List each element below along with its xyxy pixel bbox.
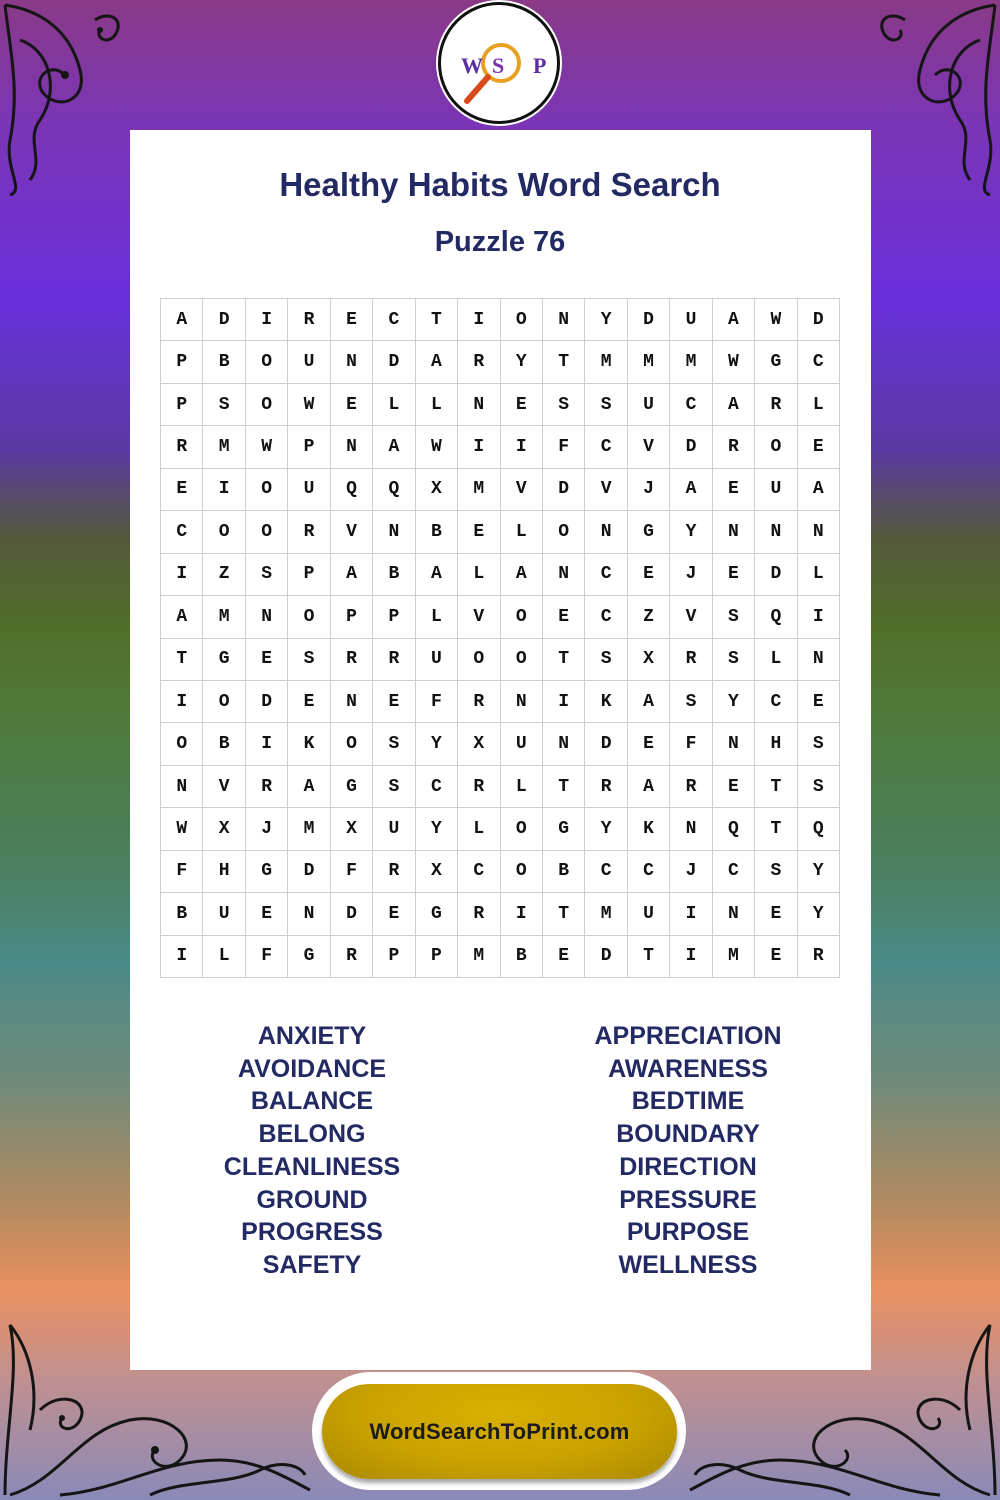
grid-cell[interactable]: N (543, 554, 585, 596)
grid-cell[interactable]: Q (755, 596, 797, 638)
grid-cell[interactable]: R (458, 681, 500, 723)
grid-cell[interactable]: P (331, 596, 373, 638)
grid-cell[interactable]: O (543, 511, 585, 553)
word-search-grid[interactable] (160, 298, 840, 978)
grid-cell[interactable]: F (331, 851, 373, 893)
word-list-item: PURPOSE (626, 1218, 750, 1247)
puzzle-number: Puzzle 76 (434, 226, 566, 258)
grid-cell[interactable]: E (798, 426, 840, 468)
grid-cell[interactable]: E (501, 384, 543, 426)
grid-cell[interactable]: K (628, 808, 670, 850)
grid-cell[interactable]: R (373, 851, 415, 893)
grid-cell[interactable]: L (458, 554, 500, 596)
grid-cell[interactable]: W (246, 426, 288, 468)
grid-cell[interactable]: M (585, 341, 627, 383)
word-list-item: APPRECIATION (594, 1022, 782, 1050)
grid-cell[interactable]: I (543, 681, 585, 723)
grid-cell[interactable]: V (203, 766, 245, 808)
grid-cell[interactable]: M (458, 469, 500, 511)
grid-cell[interactable]: U (628, 384, 670, 426)
footer-site-badge[interactable] (322, 1384, 677, 1479)
grid-cell[interactable]: G (543, 808, 585, 850)
grid-cell[interactable]: V (670, 596, 712, 638)
grid-cell[interactable]: C (713, 851, 755, 893)
grid-cell[interactable]: C (585, 596, 627, 638)
grid-cell[interactable]: M (288, 808, 330, 850)
grid-cell[interactable]: A (670, 469, 712, 511)
grid-cell[interactable]: M (670, 341, 712, 383)
grid-cell[interactable]: R (755, 384, 797, 426)
grid-cell[interactable]: F (416, 681, 458, 723)
grid-cell[interactable]: N (755, 511, 797, 553)
grid-cell[interactable]: E (458, 511, 500, 553)
grid-cell[interactable]: Y (416, 808, 458, 850)
grid-cell[interactable]: U (288, 341, 330, 383)
grid-cell[interactable]: B (543, 851, 585, 893)
word-list-item: BELONG (258, 1120, 366, 1149)
grid-cell[interactable]: S (798, 723, 840, 765)
grid-cell[interactable]: I (501, 426, 543, 468)
grid-cell[interactable]: A (798, 469, 840, 511)
grid-cell[interactable]: E (288, 681, 330, 723)
grid-cell[interactable]: N (246, 596, 288, 638)
grid-cell[interactable]: K (288, 723, 330, 765)
grid-cell[interactable]: N (373, 511, 415, 553)
grid-cell[interactable]: A (161, 299, 203, 341)
grid-cell[interactable]: I (501, 893, 543, 935)
grid-cell[interactable]: E (628, 554, 670, 596)
grid-cell[interactable]: M (585, 893, 627, 935)
word-list-item: PRESSURE (619, 1185, 757, 1214)
grid-cell[interactable]: V (331, 511, 373, 553)
logo-letter-p: P (533, 53, 547, 78)
grid-cell[interactable]: X (416, 851, 458, 893)
grid-cell[interactable]: D (585, 936, 627, 978)
grid-cell[interactable]: G (331, 766, 373, 808)
grid-cell[interactable]: N (798, 639, 840, 681)
grid-cell[interactable]: T (628, 936, 670, 978)
word-list-item: PROGRESS (241, 1218, 383, 1247)
grid-cell[interactable]: E (161, 469, 203, 511)
grid-cell[interactable]: N (670, 808, 712, 850)
grid-cell[interactable]: N (543, 723, 585, 765)
grid-cell[interactable]: T (543, 893, 585, 935)
grid-cell[interactable]: O (246, 511, 288, 553)
grid-cell[interactable]: U (628, 893, 670, 935)
grid-cell[interactable]: S (288, 639, 330, 681)
grid-cell[interactable]: X (628, 639, 670, 681)
grid-cell[interactable]: Y (416, 723, 458, 765)
grid-cell[interactable]: M (203, 426, 245, 468)
grid-cell[interactable]: E (331, 299, 373, 341)
grid-cell[interactable]: C (755, 681, 797, 723)
grid-cell[interactable]: P (161, 384, 203, 426)
grid-cell[interactable]: N (713, 511, 755, 553)
grid-cell[interactable]: Z (203, 554, 245, 596)
grid-cell[interactable]: M (203, 596, 245, 638)
grid-cell[interactable]: E (543, 936, 585, 978)
grid-cell[interactable]: U (373, 808, 415, 850)
site-logo[interactable] (438, 2, 560, 124)
grid-cell[interactable]: R (713, 426, 755, 468)
grid-cell[interactable]: J (246, 808, 288, 850)
grid-cell[interactable]: Z (628, 596, 670, 638)
grid-cell[interactable]: Y (713, 681, 755, 723)
grid-cell[interactable]: U (755, 469, 797, 511)
grid-cell[interactable]: I (161, 681, 203, 723)
grid-cell[interactable]: F (543, 426, 585, 468)
grid-cell[interactable]: N (458, 384, 500, 426)
grid-cell[interactable]: I (458, 299, 500, 341)
grid-cell[interactable]: J (670, 851, 712, 893)
grid-cell[interactable]: O (331, 723, 373, 765)
grid-cell[interactable]: D (373, 341, 415, 383)
grid-cell[interactable]: E (373, 681, 415, 723)
grid-cell[interactable]: F (246, 936, 288, 978)
grid-cell[interactable]: B (161, 893, 203, 935)
grid-cell[interactable]: M (713, 936, 755, 978)
grid-cell[interactable]: O (501, 639, 543, 681)
grid-cell[interactable]: G (203, 639, 245, 681)
grid-cell[interactable]: D (628, 299, 670, 341)
grid-cell[interactable]: Y (670, 511, 712, 553)
word-list-item: WELLNESS (618, 1250, 758, 1279)
grid-cell[interactable]: B (501, 936, 543, 978)
grid-cell[interactable]: B (416, 511, 458, 553)
grid-cell[interactable]: O (458, 639, 500, 681)
page-title: Healthy Habits Word Search (279, 166, 721, 203)
grid-cell[interactable]: Q (373, 469, 415, 511)
word-list-item: CLEANLINESS (223, 1152, 401, 1181)
grid-cell[interactable]: O (501, 808, 543, 850)
grid-cell[interactable]: G (755, 341, 797, 383)
grid-cell[interactable]: N (161, 766, 203, 808)
grid-cell[interactable]: U (501, 723, 543, 765)
grid-cell[interactable]: T (416, 299, 458, 341)
grid-cell[interactable]: S (203, 384, 245, 426)
grid-cell[interactable]: T (755, 766, 797, 808)
grid-cell[interactable]: O (246, 469, 288, 511)
grid-cell[interactable]: I (203, 469, 245, 511)
grid-cell[interactable]: X (416, 469, 458, 511)
grid-cell[interactable]: N (288, 893, 330, 935)
grid-cell[interactable]: E (628, 723, 670, 765)
grid-cell[interactable]: L (755, 639, 797, 681)
grid-cell[interactable]: D (331, 893, 373, 935)
grid-cell[interactable]: L (501, 511, 543, 553)
grid-cell[interactable]: D (755, 554, 797, 596)
grid-cell[interactable]: N (798, 511, 840, 553)
grid-cell[interactable]: P (288, 554, 330, 596)
grid-cell[interactable]: U (203, 893, 245, 935)
grid-cell[interactable]: N (331, 681, 373, 723)
grid-cell[interactable]: Y (798, 893, 840, 935)
grid-cell[interactable]: R (670, 766, 712, 808)
grid-cell[interactable]: G (288, 936, 330, 978)
grid-cell[interactable]: O (246, 384, 288, 426)
grid-cell[interactable]: P (373, 596, 415, 638)
grid-cell[interactable]: L (798, 554, 840, 596)
grid-cell[interactable]: G (416, 893, 458, 935)
grid-cell[interactable]: C (373, 299, 415, 341)
grid-cell[interactable]: R (288, 511, 330, 553)
word-list-item: GROUND (256, 1185, 368, 1214)
grid-cell[interactable]: O (203, 511, 245, 553)
grid-cell[interactable]: W (713, 341, 755, 383)
grid-cell[interactable]: X (458, 723, 500, 765)
grid-cell[interactable]: I (246, 723, 288, 765)
word-list-item: SAFETY (262, 1250, 362, 1279)
grid-cell[interactable]: S (585, 384, 627, 426)
grid-cell[interactable]: R (373, 639, 415, 681)
grid-cell[interactable]: D (585, 723, 627, 765)
grid-cell[interactable]: A (331, 554, 373, 596)
grid-cell[interactable]: C (585, 554, 627, 596)
grid-cell[interactable]: N (585, 511, 627, 553)
grid-cell[interactable]: E (755, 936, 797, 978)
grid-cell[interactable]: R (161, 426, 203, 468)
grid-cell[interactable]: L (416, 384, 458, 426)
grid-cell[interactable]: W (755, 299, 797, 341)
grid-cell[interactable]: S (755, 851, 797, 893)
grid-cell[interactable]: L (203, 936, 245, 978)
grid-cell[interactable]: P (288, 426, 330, 468)
grid-cell[interactable]: P (416, 936, 458, 978)
grid-cell[interactable]: R (458, 341, 500, 383)
grid-cell[interactable]: T (543, 639, 585, 681)
grid-cell[interactable]: E (713, 554, 755, 596)
grid-cell[interactable]: R (585, 766, 627, 808)
grid-cell[interactable]: J (670, 554, 712, 596)
grid-cell[interactable]: D (288, 851, 330, 893)
grid-cell[interactable]: A (416, 341, 458, 383)
grid-cell[interactable]: W (161, 808, 203, 850)
grid-cell[interactable]: O (161, 723, 203, 765)
grid-cell[interactable]: C (161, 511, 203, 553)
grid-cell[interactable]: I (670, 893, 712, 935)
grid-cell[interactable]: S (373, 766, 415, 808)
grid-cell[interactable]: R (458, 893, 500, 935)
grid-cell[interactable]: O (501, 851, 543, 893)
grid-cell[interactable]: I (246, 299, 288, 341)
grid-cell[interactable]: S (585, 639, 627, 681)
grid-cell[interactable]: O (288, 596, 330, 638)
grid-cell[interactable]: E (798, 681, 840, 723)
grid-cell[interactable]: R (246, 766, 288, 808)
grid-cell[interactable]: D (670, 426, 712, 468)
grid-cell[interactable]: S (670, 681, 712, 723)
grid-cell[interactable]: R (331, 936, 373, 978)
grid-cell[interactable]: L (416, 596, 458, 638)
grid-cell[interactable]: T (543, 341, 585, 383)
grid-cell[interactable]: S (798, 766, 840, 808)
grid-cell[interactable]: N (501, 681, 543, 723)
word-list-item: BEDTIME (631, 1087, 745, 1116)
grid-cell[interactable]: I (670, 936, 712, 978)
grid-cell[interactable]: Q (798, 808, 840, 850)
grid-cell[interactable]: O (203, 681, 245, 723)
grid-cell[interactable]: S (713, 596, 755, 638)
grid-cell[interactable]: O (246, 341, 288, 383)
grid-cell[interactable]: Y (798, 851, 840, 893)
grid-cell[interactable]: I (798, 596, 840, 638)
word-list-left (152, 1020, 472, 1282)
word-list-right (528, 1020, 848, 1282)
grid-cell[interactable]: A (713, 299, 755, 341)
grid-cell[interactable]: L (458, 808, 500, 850)
grid-cell[interactable]: R (798, 936, 840, 978)
grid-cell[interactable]: Q (713, 808, 755, 850)
grid-cell[interactable]: E (246, 893, 288, 935)
grid-cell[interactable]: R (458, 766, 500, 808)
grid-cell[interactable]: A (628, 766, 670, 808)
grid-cell[interactable]: P (373, 936, 415, 978)
grid-cell[interactable]: L (373, 384, 415, 426)
grid-cell[interactable]: I (161, 936, 203, 978)
grid-cell[interactable]: N (713, 893, 755, 935)
grid-cell[interactable]: P (161, 341, 203, 383)
grid-cell[interactable]: G (628, 511, 670, 553)
grid-cell[interactable]: T (755, 808, 797, 850)
word-list-item: BALANCE (250, 1087, 374, 1116)
grid-cell[interactable]: A (501, 554, 543, 596)
grid-cell[interactable]: E (331, 384, 373, 426)
grid-cell[interactable]: Q (331, 469, 373, 511)
grid-cell[interactable]: A (416, 554, 458, 596)
grid-cell[interactable]: S (543, 384, 585, 426)
grid-cell[interactable]: O (755, 426, 797, 468)
word-list-item: DIRECTION (619, 1152, 757, 1181)
grid-cell[interactable]: H (755, 723, 797, 765)
grid-cell[interactable]: E (755, 893, 797, 935)
grid-cell[interactable]: N (331, 426, 373, 468)
grid-cell[interactable]: N (331, 341, 373, 383)
site-name: WordSearchToPrint.com (369, 1418, 630, 1444)
grid-cell[interactable]: V (628, 426, 670, 468)
grid-cell[interactable]: C (585, 426, 627, 468)
grid-cell[interactable]: E (543, 596, 585, 638)
grid-cell[interactable]: X (203, 808, 245, 850)
grid-cell[interactable]: D (798, 299, 840, 341)
grid-cell[interactable]: E (713, 766, 755, 808)
grid-cell[interactable]: A (628, 681, 670, 723)
grid-cell[interactable]: U (416, 639, 458, 681)
grid-cell[interactable]: I (458, 426, 500, 468)
grid-cell[interactable]: N (713, 723, 755, 765)
grid-cell[interactable]: Y (585, 299, 627, 341)
grid-cell[interactable]: O (501, 299, 543, 341)
grid-cell[interactable]: B (373, 554, 415, 596)
grid-cell[interactable]: G (246, 851, 288, 893)
word-list-item: ANXIETY (257, 1022, 367, 1050)
logo-letter-w: W (461, 53, 483, 78)
grid-cell[interactable]: L (501, 766, 543, 808)
grid-cell[interactable]: B (203, 341, 245, 383)
grid-cell[interactable]: A (288, 766, 330, 808)
word-list-item: AWARENESS (608, 1054, 768, 1083)
grid-cell[interactable]: R (670, 639, 712, 681)
grid-cell[interactable]: B (203, 723, 245, 765)
grid-cell[interactable]: M (628, 341, 670, 383)
grid-cell[interactable]: V (585, 469, 627, 511)
grid-cell[interactable]: Y (501, 341, 543, 383)
grid-cell[interactable]: W (416, 426, 458, 468)
grid-cell[interactable]: O (501, 596, 543, 638)
grid-cell[interactable]: V (458, 596, 500, 638)
grid-cell[interactable]: K (585, 681, 627, 723)
grid-cell[interactable]: H (203, 851, 245, 893)
grid-cell[interactable]: M (458, 936, 500, 978)
grid-cell[interactable]: E (373, 893, 415, 935)
grid-cell[interactable]: U (288, 469, 330, 511)
grid-cell[interactable]: C (628, 851, 670, 893)
grid-cell[interactable]: J (628, 469, 670, 511)
grid-cell[interactable]: L (798, 384, 840, 426)
grid-cell[interactable]: A (161, 596, 203, 638)
grid-cell[interactable]: R (288, 299, 330, 341)
grid-cell[interactable]: E (246, 639, 288, 681)
grid-cell[interactable]: D (203, 299, 245, 341)
grid-cell[interactable]: U (670, 299, 712, 341)
grid-cell[interactable]: V (501, 469, 543, 511)
grid-cell[interactable]: C (798, 341, 840, 383)
grid-cell[interactable]: S (713, 639, 755, 681)
grid-cell[interactable]: C (458, 851, 500, 893)
grid-cell[interactable]: S (246, 554, 288, 596)
grid-cell[interactable]: D (543, 469, 585, 511)
grid-cell[interactable]: T (543, 766, 585, 808)
grid-cell[interactable]: A (373, 426, 415, 468)
grid-cell[interactable]: S (373, 723, 415, 765)
grid-cell[interactable]: T (161, 639, 203, 681)
word-list-item: AVOIDANCE (237, 1054, 387, 1083)
grid-cell[interactable]: F (161, 851, 203, 893)
grid-cell[interactable]: Y (585, 808, 627, 850)
grid-cell[interactable]: F (670, 723, 712, 765)
grid-cell[interactable]: C (670, 384, 712, 426)
grid-cell[interactable]: A (713, 384, 755, 426)
grid-cell[interactable]: C (585, 851, 627, 893)
grid-cell[interactable]: R (331, 639, 373, 681)
grid-cell[interactable]: W (288, 384, 330, 426)
word-list-item: BOUNDARY (616, 1120, 760, 1149)
grid-cell[interactable]: D (246, 681, 288, 723)
grid-cell[interactable]: X (331, 808, 373, 850)
grid-cell[interactable]: N (543, 299, 585, 341)
grid-cell[interactable]: I (161, 554, 203, 596)
logo-letter-s: S (492, 53, 505, 78)
grid-cell[interactable]: E (713, 469, 755, 511)
grid-cell[interactable]: C (416, 766, 458, 808)
